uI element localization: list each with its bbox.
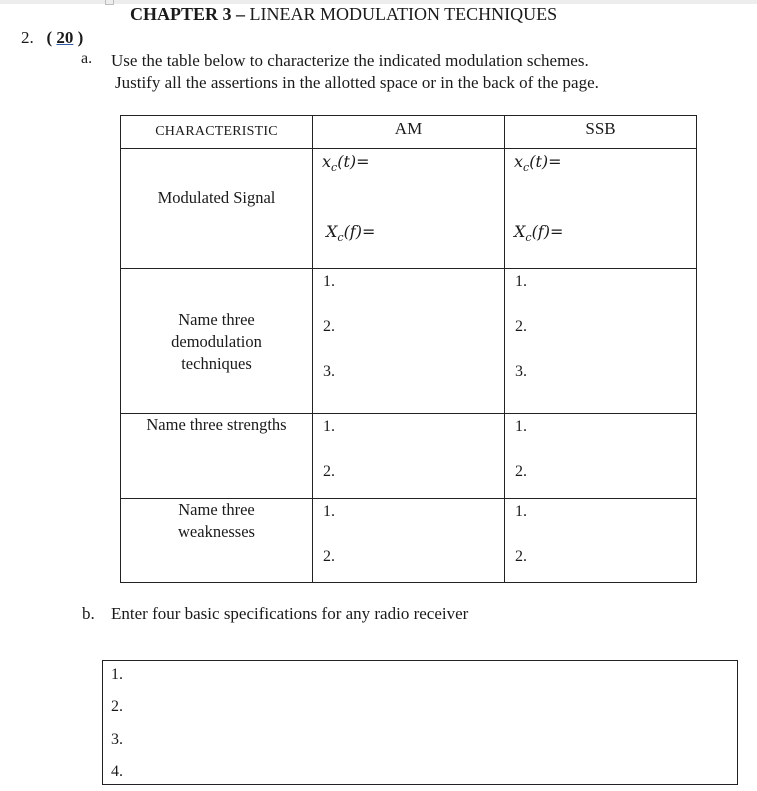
spec-item: 3. — [111, 731, 123, 748]
layout-anchor-marker — [105, 0, 114, 5]
am-demod-item: 3. — [323, 363, 335, 380]
ssb-strength-item: 2. — [515, 463, 527, 480]
chapter-heading-bold: CHAPTER 3 – — [130, 4, 246, 24]
part-a-instructions — [111, 50, 599, 94]
part-b-instructions: Enter four basic specifications for any radio receiver — [111, 604, 469, 623]
ssb-modulated-signal-cell[interactable] — [505, 149, 697, 269]
ssb-time-rest: (t)= — [529, 152, 562, 171]
characterization-table — [120, 115, 697, 583]
part-a-line-1: Use the table below to characterize the indicated modulation schemes. — [111, 51, 589, 70]
spec-item: 1. — [111, 666, 123, 683]
am-time-sub: c — [331, 161, 338, 175]
question-points — [47, 28, 84, 47]
am-time-base: x — [322, 152, 332, 171]
table-header-row — [121, 116, 697, 149]
am-time-expression — [322, 152, 370, 174]
points-value: 20 — [56, 28, 74, 47]
row-demodulation — [121, 269, 697, 414]
spec-item: 4. — [111, 763, 123, 780]
am-strengths-cell[interactable] — [313, 414, 505, 499]
ssb-demod-item: 1. — [515, 273, 527, 290]
am-freq-sub: c — [337, 231, 344, 245]
am-strength-item: 2. — [323, 463, 335, 480]
points-open: ( — [46, 28, 53, 47]
label-modulated-signal: Modulated Signal — [121, 149, 313, 269]
am-weakness-item: 2. — [323, 548, 335, 565]
ssb-demod-item: 2. — [515, 318, 527, 335]
am-weaknesses-cell[interactable] — [313, 499, 505, 583]
receiver-specs-box[interactable] — [102, 660, 738, 785]
question-number — [21, 28, 83, 48]
ssb-freq-base: X — [514, 222, 526, 241]
row-weaknesses — [121, 499, 697, 583]
label-strengths: Name three strengths — [121, 414, 313, 499]
am-freq-expression — [326, 222, 375, 244]
ssb-weakness-item: 2. — [515, 548, 527, 565]
label-weak-line-1: Name three — [178, 500, 255, 519]
label-demodulation — [121, 269, 313, 414]
label-demod-line-2: demodulation — [171, 332, 262, 351]
ssb-time-base: x — [514, 152, 524, 171]
am-demod-item: 2. — [323, 318, 335, 335]
label-weak-line-2: weaknesses — [178, 522, 255, 541]
spec-item: 2. — [111, 698, 123, 715]
label-demod-line-3: techniques — [181, 354, 252, 373]
am-modulated-signal-cell[interactable] — [313, 149, 505, 269]
ssb-freq-expression — [514, 222, 563, 244]
ssb-demodulation-cell[interactable] — [505, 269, 697, 414]
points-close: ) — [77, 28, 84, 47]
label-demod-line-1: Name three — [178, 310, 255, 329]
label-weaknesses — [121, 499, 313, 583]
am-freq-base: X — [326, 222, 338, 241]
ssb-time-expression — [514, 152, 562, 174]
part-a-label: a. — [81, 50, 93, 67]
am-demodulation-cell[interactable] — [313, 269, 505, 414]
part-b-label: b. — [82, 604, 95, 623]
chapter-heading-title: LINEAR MODULATION TECHNIQUES — [245, 4, 558, 24]
part-a-line-2: Justify all the assertions in the allotted space or in the back of the page. — [115, 73, 599, 92]
header-ssb: SSB — [505, 116, 697, 149]
question-number-text: 2. — [21, 28, 34, 47]
am-demod-item: 1. — [323, 273, 335, 290]
ssb-freq-sub: c — [525, 231, 532, 245]
row-strengths — [121, 414, 697, 499]
am-freq-rest: (f)= — [343, 222, 376, 241]
header-am: AM — [313, 116, 505, 149]
row-modulated-signal — [121, 149, 697, 269]
ssb-freq-rest: (f)= — [531, 222, 564, 241]
ssb-time-sub: c — [523, 161, 530, 175]
header-characteristic: CHARACTERISTIC — [121, 116, 313, 149]
chapter-heading — [130, 4, 557, 25]
am-weakness-item: 1. — [323, 503, 335, 520]
ssb-weaknesses-cell[interactable] — [505, 499, 697, 583]
ssb-strength-item: 1. — [515, 418, 527, 435]
ssb-strengths-cell[interactable] — [505, 414, 697, 499]
am-time-rest: (t)= — [337, 152, 370, 171]
ssb-weakness-item: 1. — [515, 503, 527, 520]
am-strength-item: 1. — [323, 418, 335, 435]
ssb-demod-item: 3. — [515, 363, 527, 380]
